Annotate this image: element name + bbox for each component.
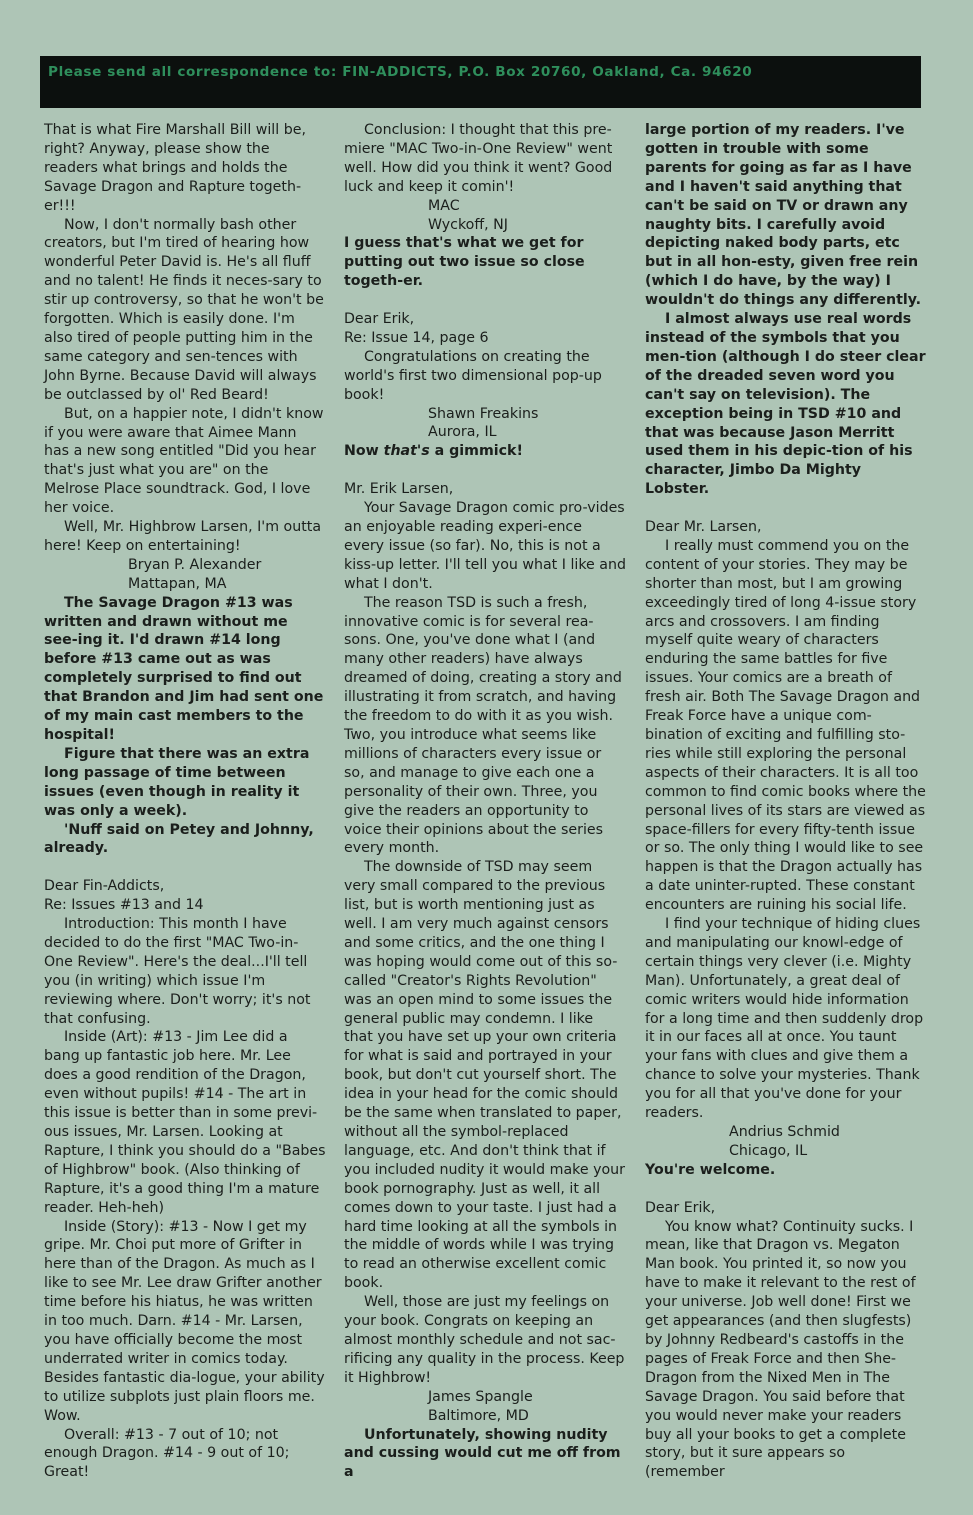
letter-salutation: Mr. Erik Larsen, xyxy=(344,481,454,498)
signature-name: Shawn Freakins xyxy=(428,405,539,422)
letter-text: The reason TSD is such a fresh, innovative comic is for several rea-sons. One, you've done what I (and many other readers) have always dreamed of doing, creating a story and illustrating it from scratch, and having the freedom to do with it as you wish. Two, you introduce what seems like millions of characters every issue or so, and manage to give each one a personality of their own. Three, you give the readers an opportunity to voice their opinions about the series every month. xyxy=(344,594,622,857)
signature-name: MAC xyxy=(428,197,460,214)
signature-place: Baltimore, MD xyxy=(428,1407,529,1424)
letter-text: Now, I don't normally bash other creators, but I'm tired of hearing how wonderful Peter David is. He's all fluff and no talent! He finds it neces-sary to stir up controversy, so that he won't be forgotten. Which is easily done. I'm also tired of people putting him in the same category and sen-tences with John Byrne. Because David will always be outclassed by ol' Red Beard! xyxy=(44,216,324,403)
letter-text: But, on a happier note, I didn't know if you were aware that Aimee Mann has a new song entitled "Did you hear that's just what you are" on the Melrose Place soundtrack. God, I love her voice. xyxy=(44,405,324,517)
letter-salutation: Dear Mr. Larsen, xyxy=(645,519,762,536)
editor-reply: I almost always use real words instead of the symbols that you men-tion (although I do steer clear of the dreaded seven word you can't say on television). The exception being in TSD #10 and that was because Jason Merritt used them in his depic-tion of his character, Jimbo Da Mighty Lobster. xyxy=(645,311,926,498)
correspondence-address: Please send all correspondence to: FIN-ADDICTS, P.O. Box 20760, Oakland, Ca. 94620 xyxy=(48,64,753,80)
letter-text: That is what Fire Marshall Bill will be, right? Anyway, please show the readers what brings and holds the Savage Dragon and Rapture togeth-er!!! xyxy=(44,122,306,214)
letter-text: Your Savage Dragon comic pro-vides an enjoyable reading experi-ence every issue (so far). No, this is not a kiss-up letter. I'll tell you what I like and what I don't. xyxy=(344,500,626,592)
letter-subject: Re: Issues #13 and 14 xyxy=(44,897,204,914)
editor-reply-part: a gimmick! xyxy=(429,443,523,460)
letter-text: The downside of TSD may seem very small compared to the previous list, but is worth mentioning just as well. I am very much against censors and some critics, and the one thing I was hoping would come out of this so-called "Creator's Rights Revolution" was an open mind to some issues the general public may condemn. I like that you have set up your own criteria for what is said and portrayed in your book, but don't cut yourself short. The idea in your head for the comic should be the same when translated to paper, without all the symbol-replaced language, etc. And don't think that if you included nudity it would make your book pornography. Just as well, it all comes down to your taste. I just had a hard time looking at all the symbols in the middle of words while I was trying to read an otherwise excellent comic book. xyxy=(344,859,626,1292)
letter-text: Inside (Story): #13 - Now I get my gripe. Mr. Choi put more of Grifter in here than of the Dragon. As much as I like to see Mr. Lee draw Grifter another time before his hiatus, he was written in too much. Darn. #14 - Mr. Larsen, you have officially become the most underrated writer in comics today. Besides fantastic dia-logue, your ability to utilize subplots just plain floors me. Wow. xyxy=(44,1218,325,1424)
signature-name: James Spangle xyxy=(428,1388,533,1405)
correspondence-banner xyxy=(40,56,921,108)
signature-name: Bryan P. Alexander xyxy=(128,556,262,573)
column-3 xyxy=(645,121,927,1482)
column-1 xyxy=(44,121,326,1482)
signature-place: Mattapan, MA xyxy=(128,575,227,592)
column-2 xyxy=(344,121,626,1482)
editor-reply-emphasis: that's xyxy=(383,443,430,460)
editor-reply: Figure that there was an extra long passage of time between issues (even though in reality it was only a week). xyxy=(44,745,310,819)
letter-text: I find your technique of hiding clues and manipulating our knowl-edge of certain things very clever (i.e. Mighty Man). Unfortunately, a great deal of comic writers would hide information for a long time and then suddenly drop it in our faces all at once. You taunt your fans with clues and give them a chance to solve your mysteries. Thank you for all that you've done for your readers. xyxy=(645,916,924,1122)
letter-salutation: Dear Erik, xyxy=(645,1199,716,1216)
signature-place: Chicago, IL xyxy=(729,1142,808,1159)
editor-reply: The Savage Dragon #13 was written and drawn without me see-ing it. I'd drawn #14 long before #13 came out as was completely surprised to find out that Brandon and Jim had sent one of my main cast members to the hospital! xyxy=(44,594,324,743)
letter-text: Congratulations on creating the world's first two dimensional pop-up book! xyxy=(344,348,602,403)
editor-reply-part: Now xyxy=(344,443,384,460)
letter-subject: Re: Issue 14, page 6 xyxy=(344,329,489,346)
letter-text: Inside (Art): #13 - Jim Lee did a bang up fantastic job here. Mr. Lee does a good rendition of the Dragon, even without pupils! #14 - The art in this issue is better than in some previ-ous issues, Mr. Larsen. Looking at Rapture, I think you should do a "Babes of Highbrow" book. (Also thinking of Rapture, it's a good thing I'm a mature reader. Heh-heh) xyxy=(44,1029,326,1216)
signature-place: Wyckoff, NJ xyxy=(428,216,508,233)
editor-reply xyxy=(344,442,626,461)
letter-text: Introduction: This month I have decided to do the first "MAC Two-in-One Review". Here's the deal...I'll tell you (in writing) which issue I'm reviewing where. Don't worry; it's not that confusing. xyxy=(44,916,311,1027)
editor-reply: I guess that's what we get for putting out two issue so close togeth-er. xyxy=(344,235,585,290)
editor-reply: large portion of my readers. I've gotten in trouble with some parents for going as far as I have and I haven't said anything that can't be said on TV or drawn any naughty bits. I carefully avoid depicting naked body parts, etc but in all hon-esty, given free rein (which I do have, by the way) I wouldn't do things any differently. xyxy=(645,122,922,309)
letter-text: Conclusion: I thought that this pre-miere "MAC Two-in-One Review" went well. How did you think it went? Good luck and keep it comin'! xyxy=(344,122,613,195)
letter-salutation: Dear Fin-Addicts, xyxy=(44,878,165,895)
letter-salutation: Dear Erik, xyxy=(344,311,415,328)
editor-reply: Unfortunately, showing nudity and cussing would cut me off from a xyxy=(344,1426,621,1481)
editor-reply: You're welcome. xyxy=(645,1161,776,1178)
letter-text: Overall: #13 - 7 out of 10; not enough Dragon. #14 - 9 out of 10; Great! xyxy=(44,1426,290,1481)
letter-text: You know what? Continuity sucks. I mean, like that Dragon vs. Megaton Man book. You printed it, so now you have to make it relevant to the rest of your universe. Job well done! First we get appearances (and then slugfests) by Johnny Redbeard's castoffs in the pages of Freak Force and then She-Dragon from the Nixed Men in The Savage Dragon. You said before that you would never make your readers buy all your books to get a complete story, but it sure appears so (remember xyxy=(645,1218,916,1481)
letter-text: Well, Mr. Highbrow Larsen, I'm outta here! Keep on entertaining! xyxy=(44,519,322,554)
letter-text: I really must commend you on the content of your stories. They may be shorter than most, but I am growing exceedingly tired of long 4-issue story arcs and crossovers. I am finding myself quite weary of characters enduring the same battles for five issues. Your comics are a breath of fresh air. Both The Savage Dragon and Freak Force have a unique com-bination of exciting and fulfilling sto-ries while still exploring the personal aspects of their characters. It is all too common to find comic books where the personal lives of its stars are viewed as space-fillers for every fifty-tenth issue or so. The only thing I would like to see happen is that the Dragon actually has a date uninter-rupted. These constant encounters are ruining his social life. xyxy=(645,537,926,914)
editor-reply: 'Nuff said on Petey and Johnny, already. xyxy=(44,821,314,857)
signature-place: Aurora, IL xyxy=(428,424,497,441)
signature-name: Andrius Schmid xyxy=(729,1124,840,1141)
letter-text: Well, those are just my feelings on your book. Congrats on keeping an almost monthly schedule and not sac-rificing any quality in the process. Keep it Highbrow! xyxy=(344,1294,625,1386)
